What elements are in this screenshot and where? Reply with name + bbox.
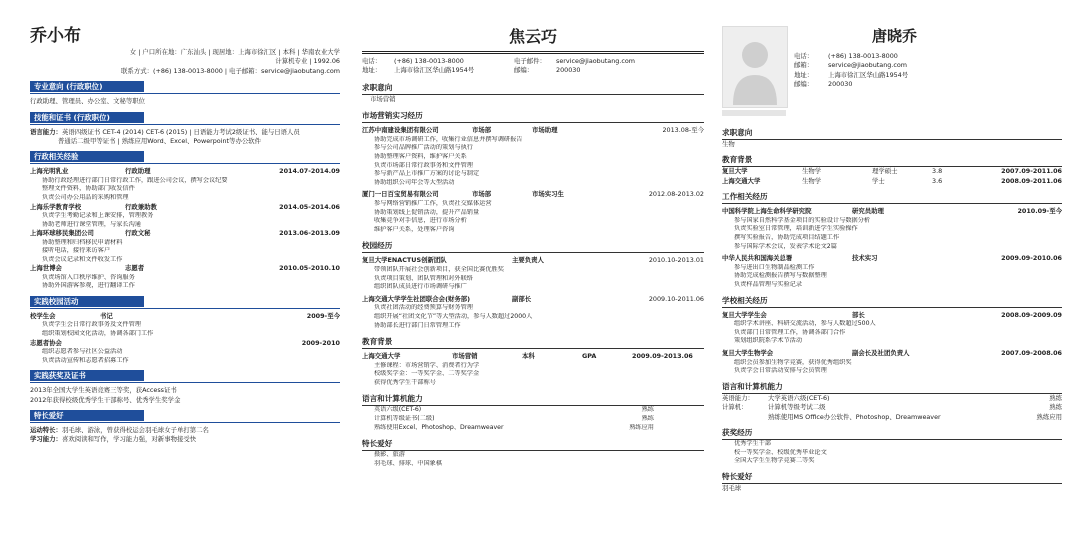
bullet-item: • 参与公司品牌推广活动的策划与执行 [374,144,704,153]
section-title: 求职意向 [722,127,1062,140]
skill-level: 熟练应用 [1036,412,1062,421]
job-role: 行政文秘 [125,229,151,238]
campus-date: 2007.09-2008.06 [1001,348,1062,357]
bullet-item: • 接听电话，接待来访客户 [42,247,340,256]
campus-title: 书记 [100,312,113,320]
skill-row [722,413,1062,422]
campus-role: 校学生会 [30,312,56,320]
edu-degree: 本科 [522,352,535,361]
section-title: 教育背景 [362,336,704,349]
contact-value: (+86) 138-0013-8000 [828,52,898,60]
campus-header [30,339,340,348]
bullet-item: • 全国大学生生物学竞赛二等奖 [734,457,1062,466]
bullet-list [362,304,704,330]
bullet-list [722,264,1062,290]
contact-label: 电话： [794,52,814,60]
bullet-item: • 负责学生会日常行政事务及文件管理 [42,321,340,330]
resume-page-3 [722,26,1062,530]
bullet-list [30,348,340,365]
bullet-item: • 收集竞争对手信息，进行市场分析 [374,217,704,226]
bullet-item: • 负责部门日常管理工作，协调各部门合作 [734,329,1062,338]
award-line: 2012年获得校级优秀学生干部称号、优秀学生奖学金 [30,395,181,404]
section-title: 特长爱好 [30,410,144,421]
section-title: 实践校园活动 [30,296,144,307]
edu-date: 2008.09-2011.06 [1001,176,1062,185]
campus-title [100,339,250,348]
skill-item [374,424,654,433]
skill-text: 英语六级(CET-6) [374,406,422,414]
section-title: 语言和计算机能力 [722,381,1062,394]
contact-label: 邮箱： [794,61,814,70]
bullet-list [30,212,340,229]
bullet-list [362,266,704,292]
campus-org: 复旦大学生物学会 [722,348,774,357]
job-company: 江苏中南建设集团有限公司 [362,126,439,135]
campus-date: 2009.10-2011.06 [648,294,704,303]
section-title: 求职意向 [362,82,704,95]
campus-list [30,312,340,365]
campus-list [362,256,704,330]
section-title: 技能和证书 (行政职位) [30,112,144,123]
bullet-item: • 负责学会日常活动安排与会员管理 [734,367,1062,376]
bullet-item: • 负责会议记录和文件收发工作 [42,256,340,265]
job-company: 上海乐学教育学校 [30,202,82,211]
skill-label [722,413,768,422]
skills-list [722,394,1062,422]
bullet-list [722,320,1062,346]
hobby-label: 学习能力： [30,435,62,444]
resume-page-1 [30,26,340,530]
edu-gpa: 3.6 [932,176,943,185]
job-date: 2014.05-2014.06 [279,202,340,211]
bullet-item: • 组织策划校园文化活动，协调各部门工作 [42,330,340,339]
objective-text: 行政助理、管理员、办公室、文秘等职位 [30,97,146,106]
edu-major: 生物学 [802,176,822,185]
bullet-item: • 参与国家自然科学基金项目的实验设计与数据分析 [734,217,1062,226]
bullet-item: • 负责社团活动的经费预算与财务管理 [374,304,704,313]
job-role: 市场助理 [532,126,558,135]
skill-row [722,403,1062,412]
skill-label: 计算机： [722,403,748,412]
campus-role: 副部长 [512,294,532,303]
contact-label: 电子邮件： [514,57,546,65]
campus-date: 2009-至今 [306,312,340,320]
job-header [722,254,1062,264]
job-company: 中国科学院上海生命科学研究院 [722,207,812,216]
job-company: 厦门一日百宝贸易有限公司 [362,190,439,199]
edu-gpa: 3.8 [932,167,943,176]
edu-row [722,167,1062,176]
experience-list [30,167,340,291]
job-role: 行政兼助教 [125,202,157,211]
skill-level: 熟练 [1049,403,1062,412]
contact-value: service@jiaobutang.com [828,61,907,70]
job-header [30,167,340,176]
job-dept: 市场部 [472,190,492,199]
education-list [722,167,1062,186]
campus-date: 2008.09-2009.09 [1001,310,1062,319]
bullet-item: • 带领团队开展社会创新项目，获全国比赛优胜奖 [374,266,704,275]
campus-role: 志愿者协会 [30,338,62,347]
award-line: 2013年全国大学生英语竞赛三等奖，获Access证书 [30,386,177,395]
bullet-item: • 获得优秀学生干部称号 [374,379,704,388]
contact-value: 上海市徐汇区华山路1954号 [394,66,475,75]
bullet-list [30,274,340,291]
avatar [722,26,788,108]
skill-text: 计算机等级考试二级 [768,403,826,412]
campus-header [722,311,1062,321]
job-header [30,264,340,273]
section-title: 教育背景 [722,154,1062,167]
bullet-list [362,136,704,188]
bullet-item: • 主修课程：市场营销学、消费者行为学 [374,362,704,371]
objective-text: 生物 [722,140,735,148]
bullet-item: • 负责样品管理与实验记录 [734,281,1062,290]
skill-text: 熟练使用Excel、Photoshop、Dreamweaver [374,423,504,431]
person-icon [723,27,787,107]
experience-list [362,126,704,234]
skill-row [722,394,1062,403]
awards-list [722,440,1062,466]
bullet-item: • 维护客户关系，处理客户咨询 [374,226,704,235]
campus-header [30,312,340,321]
job-header [30,229,340,238]
resume1-info-line: 女 | 户口所在地：广东汕头 | 现居地：上海市徐汇区 | 本科 | 华南农业大学 [129,48,340,56]
job-header [30,203,340,212]
skill-level: 熟练 [641,415,654,423]
contact-label: 电话： [362,57,382,65]
skill-level: 熟练 [641,406,654,414]
job-company: 中华人民共和国海关总署 [722,254,793,263]
bullet-item: • 负责实验室日常管理，培训新进学生实验操作 [734,225,1062,234]
skills-list [362,406,704,432]
hobby-text: 羽毛球、游泳，曾获得校运会羽毛球女子单打第二名 [61,426,209,434]
bullet-item: • 组织志愿者参与社区公益活动 [42,348,340,357]
edu-date: 2009.09-2013.06 [632,352,693,361]
bullet-list [722,359,1062,376]
section-title: 专业意向 (行政职位) [30,81,144,92]
job-role: 研究员助理 [852,207,884,216]
section-title: 工作相关经历 [722,191,1062,204]
bullet-item: • 组织团队成员进行市场调研与推广 [374,283,704,292]
hobbies-list [362,451,704,468]
job-date: 2014.07-2014.09 [279,167,340,176]
job-date: 2010.05-2010.10 [279,264,340,273]
objective-text: 市场营销 [370,94,396,103]
skill-text: 熟练使用MS Office办公软件、Photoshop、Dreamweaver [768,412,941,421]
resume3-name: 唐晓乔 [872,27,918,45]
skill-level: 熟练 [1049,393,1062,402]
bullet-item: • 校一等奖学金、校级优秀毕业论文 [734,449,1062,458]
job-role: 市场实习生 [532,190,564,199]
contact-value: service@jiaobutang.com [556,57,635,65]
section-title: 行政相关经验 [30,151,144,162]
bullet-item: • 负责活动宣传和志愿者招募工作 [42,357,340,366]
bullet-item: • 负责公司办公用品的采购和管理 [42,194,340,203]
edu-degree: 学士 [872,176,885,185]
contact-label: 邮编： [514,66,534,75]
bullet-list [30,239,340,265]
job-company: 上海世博会 [30,264,62,273]
job-date: 2010.09-至今 [1017,207,1062,216]
bullet-item: • 羽毛球、排球、中国象棋 [374,460,704,469]
campus-date: 2010.10-2013.01 [648,256,704,265]
resume1-info-line: 计算机专业 | 1992.06 [275,57,340,66]
skill-level: 熟练应用 [629,423,654,431]
bullet-item: • 协助完成市场调研工作，收集行业信息并撰写调研报告 [374,136,704,145]
bullet-item: • 负责项目策划、团队管理和对外联络 [374,275,704,284]
bullet-item: • 参与国际学术会议，发表学术论文2篇 [734,243,1062,252]
bullet-item: • 组织会员参加生物学竞赛，获得优秀组织奖 [734,359,1062,368]
campus-org: 复旦大学ENACTUS创新团队 [362,256,447,265]
bullet-item: • 策划组织院系学术节活动 [734,337,1062,346]
job-date: 2013.06-2013.09 [279,229,340,238]
bullet-item: • 负责场馆入口秩序维护、咨询服务 [42,274,340,283]
bullet-item: • 参与进出口生物制品检测工作 [734,264,1062,273]
bullet-item: • 摄影、旅游 [374,451,704,460]
contact-value: 200030 [556,66,581,75]
skill-text: 计算机等级证书(二级) [374,415,435,423]
section-title: 特长爱好 [362,438,704,451]
edu-lines [362,362,704,388]
bullet-item: • 撰写实验报告，协助完成项目结题工作 [734,234,1062,243]
hobby-label: 运动特长： [30,426,62,434]
skill-item [374,415,654,424]
bullet-item: • 优秀学生干部 [734,440,1062,449]
contact-value: (+86) 138-0013-8000 [394,57,464,65]
campus-role: 副会长及社团负责人 [852,348,910,357]
bullet-item: • 协助整理和归档移民申请材料 [42,239,340,248]
edu-degree: 理学硕士 [872,167,898,176]
section-title: 市场营销实习经历 [362,110,704,123]
bullet-item: • 组织学术讲座、科研交流活动，参与人数超过500人 [734,320,1062,329]
resume-page-2 [362,26,704,530]
bullet-item: • 协助外国游客参观，进行翻译工作 [42,282,340,291]
job-date: 2012.08-2013.02 [648,190,704,199]
bullet-item: • 协助完成检测报告撰写与数据整理 [734,272,1062,281]
bullet-item: • 协助行政经理进行部门日常行政工作，跟进公司会议，撰写会议纪要 [42,177,340,186]
skill-label: 语言能力： [30,127,62,136]
job-dept: 市场部 [472,126,492,135]
job-date: 2009.09-2010.06 [1001,254,1062,263]
bullet-item: • 参与网络营销推广工作，负责社交媒体运营 [374,200,704,209]
edu-date: 2007.09-2011.06 [1001,167,1062,176]
section-title: 语言和计算机能力 [362,393,704,406]
section-title: 学校相关经历 [722,295,1062,308]
job-header [362,126,704,136]
skill-text: 大学英语六级(CET-6) [768,393,830,402]
job-role: 技术实习 [852,254,878,263]
edu-gpa: GPA [582,352,597,361]
bullet-item: • 协助组织公司年会等大型活动 [374,179,704,188]
campus-list [722,311,1062,376]
job-company: 上海光明乳业 [30,167,69,176]
resume1-info-line: 联系方式：(+86) 138-0013-8000 | 电子邮箱：service@jiaobutang.com [121,66,340,75]
resume1-name: 乔小布 [30,26,81,46]
campus-role: 部长 [852,310,865,319]
bullet-item: • 协助老师进行课堂管理，与家长沟通 [42,221,340,230]
section-title: 特长爱好 [722,471,1062,484]
edu-school: 上海交通大学 [722,176,761,185]
contact-value: 200030 [828,80,853,89]
hobby-text: 喜欢阅读和写作，学习能力强，对新事物接受快 [61,435,197,444]
job-header [362,190,704,200]
edu-major: 生物学 [802,167,822,176]
skill-text: 普通话二级甲等证书 | 熟练应用Word、Excel、Powerpoint等办公软件 [58,137,262,146]
skill-label: 英语能力： [722,393,754,402]
bullet-item: • 组织开展“社团文化节”等大型活动，参与人数超过2000人 [374,313,704,322]
campus-role: 主要负责人 [512,256,544,265]
bullet-item: • 协助整理客户资料，维护客户关系 [374,153,704,162]
edu-school: 上海交通大学 [362,352,401,361]
bullet-item: • 参与新产品上市推广方案的讨论与制定 [374,170,704,179]
bullet-item: • 协助部长进行部门日常管理工作 [374,322,704,331]
job-date: 2013.08-至今 [662,126,704,135]
edu-row [722,177,1062,186]
bullet-item: • 负责市场部日常行政事务和文件管理 [374,162,704,171]
job-header [722,207,1062,217]
section-title: 校园经历 [362,240,704,253]
section-title: 获奖经历 [722,427,1062,440]
contact-label: 地址： [362,66,382,75]
job-company: 上海环球移民集团公司 [30,229,94,238]
bullet-list [30,177,340,203]
skill-item [374,406,654,415]
job-role: 志愿者 [125,264,145,273]
edu-school: 复旦大学 [722,167,748,176]
bullet-item: • 校级奖学金：一等奖学金、二等奖学金 [374,370,704,379]
contact-label: 地址： [794,70,814,79]
job-role: 行政助理 [125,167,151,176]
campus-header [362,256,704,266]
bullet-item: • 整理文件资料，协助部门收发信件 [42,185,340,194]
skill-text: 英语四级证书 CET-4 (2014) CET-6 (2015) | 日语能力考试2级证书、能与日语人员 [61,127,300,136]
campus-header [362,295,704,305]
bullet-list [30,321,340,338]
bullet-item: • 负责学生考勤记录和上课安排，管理教务 [42,212,340,221]
section-title: 实践获奖及证书 [30,370,144,381]
campus-date: 2009-2010 [301,338,340,347]
campus-org: 复旦大学学生会 [722,310,767,319]
campus-org: 上海交通大学学生社团联合会(财务部) [362,294,471,303]
bullet-list [722,217,1062,251]
resume2-name: 焦云巧 [508,27,557,46]
bullet-item: • 协助策划线上促销活动，提升产品销量 [374,209,704,218]
hobby-text: 羽毛球 [722,483,742,492]
contact-label: 邮编： [794,80,814,89]
edu-major: 市场营销 [452,352,478,361]
bullet-list [362,200,704,234]
contact-value: 上海市徐汇区华山路1954号 [828,70,909,79]
campus-header [722,349,1062,359]
work-list [722,207,1062,289]
